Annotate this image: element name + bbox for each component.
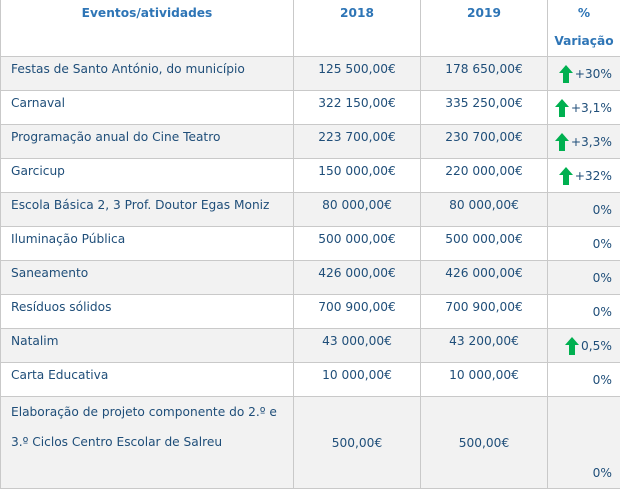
- header-2018: 2018: [294, 0, 421, 57]
- row-name: Festas de Santo António, do município: [1, 57, 294, 91]
- variation-value: +32%: [575, 169, 612, 183]
- row-2018: 322 150,00€: [294, 91, 421, 125]
- variation-value: +30%: [575, 67, 612, 81]
- row-variation: [548, 227, 620, 261]
- row-2018: 10 000,00€: [294, 363, 421, 397]
- row-name: Saneamento: [1, 261, 294, 295]
- row-variation: [548, 159, 620, 193]
- variation-wrap: [548, 237, 612, 251]
- variation-value: 0,5%: [581, 339, 612, 353]
- row-name: Garcicup: [1, 159, 294, 193]
- row-name: Resíduos sólidos: [1, 295, 294, 329]
- variation-value: +3,3%: [571, 135, 612, 149]
- variation-value: 0%: [593, 271, 612, 285]
- header-variation: % Variação: [548, 0, 620, 57]
- row-2019: 335 250,00€: [421, 91, 548, 125]
- variation-wrap: [548, 203, 612, 217]
- row-2019: 426 000,00€: [421, 261, 548, 295]
- row-variation: [548, 57, 620, 91]
- row-2019: 500,00€: [421, 397, 548, 489]
- variation-wrap: [548, 133, 612, 151]
- table-row: [1, 363, 620, 397]
- row-variation: [548, 125, 620, 159]
- row-2019: 700 900,00€: [421, 295, 548, 329]
- variation-wrap: [548, 373, 612, 387]
- row-name: Elaboração de projeto componente do 2.º e 3.º Ciclos Centro Escolar de Salreu: [1, 397, 294, 489]
- table-row: [1, 261, 620, 295]
- row-name: Iluminação Pública: [1, 227, 294, 261]
- up-arrow-icon: [565, 337, 579, 355]
- variation-wrap: [548, 305, 612, 319]
- row-variation: [548, 363, 620, 397]
- table-row: [1, 57, 620, 91]
- up-arrow-icon: [559, 65, 573, 83]
- row-2019: 80 000,00€: [421, 193, 548, 227]
- row-2019: 230 700,00€: [421, 125, 548, 159]
- table-row: [1, 227, 620, 261]
- up-arrow-icon: [559, 167, 573, 185]
- row-2019: 10 000,00€: [421, 363, 548, 397]
- row-2018: 43 000,00€: [294, 329, 421, 363]
- variation-value: 0%: [593, 305, 612, 319]
- row-name: Escola Básica 2, 3 Prof. Doutor Egas Moniz: [1, 193, 294, 227]
- header-row: [1, 0, 620, 57]
- variation-wrap: [548, 271, 612, 285]
- variation-value: 0%: [593, 203, 612, 217]
- table-row: [1, 159, 620, 193]
- row-variation: 0%: [548, 397, 620, 489]
- row-variation: [548, 261, 620, 295]
- variation-wrap: [548, 167, 612, 185]
- row-variation: [548, 193, 620, 227]
- row-2018: 426 000,00€: [294, 261, 421, 295]
- row-2019: 178 650,00€: [421, 57, 548, 91]
- up-arrow-icon: [555, 133, 569, 151]
- row-name: Programação anual do Cine Teatro: [1, 125, 294, 159]
- variation-value: 0%: [593, 373, 612, 387]
- row-variation: [548, 91, 620, 125]
- row-2019: 43 200,00€: [421, 329, 548, 363]
- table-row: [1, 329, 620, 363]
- variation-wrap: [548, 99, 612, 117]
- variation-value: 0%: [593, 237, 612, 251]
- table-row: [1, 295, 620, 329]
- variation-wrap: [548, 337, 612, 355]
- row-2018: 150 000,00€: [294, 159, 421, 193]
- up-arrow-icon: [555, 99, 569, 117]
- row-2018: 500,00€: [294, 397, 421, 489]
- row-2019: 220 000,00€: [421, 159, 548, 193]
- table-row: [1, 91, 620, 125]
- row-2018: 700 900,00€: [294, 295, 421, 329]
- row-name: Natalim: [1, 329, 294, 363]
- row-variation: [548, 295, 620, 329]
- row-2018: 223 700,00€: [294, 125, 421, 159]
- row-name: Carta Educativa: [1, 363, 294, 397]
- variation-wrap: [548, 65, 612, 83]
- row-2018: 125 500,00€: [294, 57, 421, 91]
- variation-value: +3,1%: [571, 101, 612, 115]
- table-row-last: [1, 397, 620, 489]
- row-2018: 500 000,00€: [294, 227, 421, 261]
- row-2019: 500 000,00€: [421, 227, 548, 261]
- table-row: [1, 125, 620, 159]
- row-variation: [548, 329, 620, 363]
- table-row: [1, 193, 620, 227]
- row-name: Carnaval: [1, 91, 294, 125]
- header-events: Eventos/atividades: [1, 0, 294, 57]
- row-2018: 80 000,00€: [294, 193, 421, 227]
- header-2019: 2019: [421, 0, 548, 57]
